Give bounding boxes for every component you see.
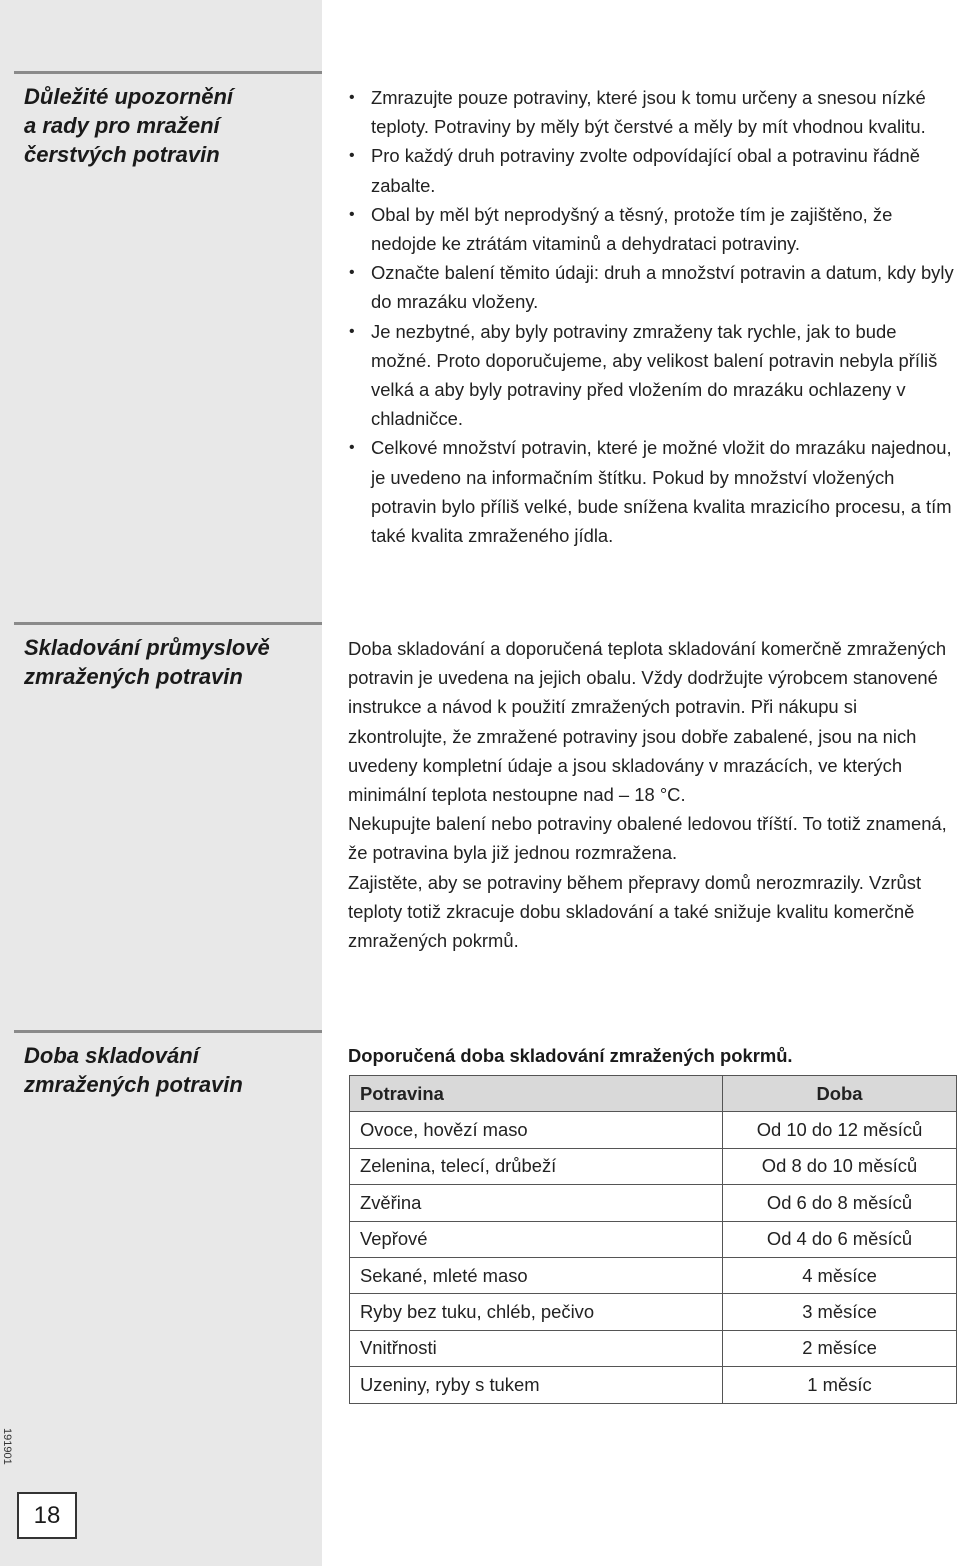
duration-cell: 3 měsíce [723, 1294, 957, 1330]
paragraph: Doba skladování a doporučená teplota skladování komerčně zmražených potravin je uvedena na jejich obalu. Vždy dodržujte výrobcem stanovené instrukce a návod k použití zmražených potravin. Při nákupu si zkontrolujte, že zmražené potraviny jsou dobře zabalené, jsou na nich uvedeny kompletní údaje a jsou skladovány v mrazácích, ve kterých minimální teplota nestoupne nad – 18 °C. [348, 638, 947, 806]
duration-cell: Od 6 do 8 měsíců [723, 1185, 957, 1221]
list-item: • Zmrazujte pouze potraviny, které jsou k tomu určeny a snesou nízké teploty. Potraviny by měly být čerstvé a měly by mít vhodnou kvalitu. [348, 83, 956, 141]
paragraph: Nekupujte balení nebo potraviny obalené ledovou tříští. To totiž znamená, že potravina byla již jednou rozmražena. [348, 813, 947, 864]
storage-time-table [349, 1075, 957, 1404]
paragraph: Zajistěte, aby se potraviny během přepravy domů nerozmrazily. Vzrůst teploty totiž zkracuje dobu skladování a také snižuje kvalitu komerčně zmražených pokrmů. [348, 871, 922, 952]
duration-cell: Od 10 do 12 měsíců [723, 1112, 957, 1148]
food-cell: Zelenina, telecí, drůbeží [350, 1148, 723, 1184]
food-cell: Ryby bez tuku, chléb, pečivo [350, 1294, 723, 1330]
food-cell: Sekané, mleté maso [350, 1257, 723, 1293]
table-row [350, 1112, 957, 1148]
food-cell: Vnitřnosti [350, 1330, 723, 1366]
column-header-food: Potravina [350, 1076, 723, 1112]
section-heading-freezing-tips [24, 82, 314, 169]
list-item: • Celkové množství potravin, které je možné vložit do mrazáku najednou, je uvedeno na informačním štítku. Pokud by množství vložených potravin bylo příliš velké, bude snížena kvalita mrazicího procesu, a tím také kvalita zmraženého jídla. [348, 433, 956, 550]
column-header-duration: Doba [723, 1076, 957, 1112]
table-row [350, 1185, 957, 1221]
food-cell: Zvěřina [350, 1185, 723, 1221]
heading-line: Důležité upozornění [24, 84, 233, 109]
section-divider [14, 622, 322, 625]
freezing-tips-list [348, 83, 956, 550]
food-cell: Ovoce, hovězí maso [350, 1112, 723, 1148]
food-cell: Vepřové [350, 1221, 723, 1257]
document-code: 191901 [1, 1428, 13, 1465]
heading-line: čerstvých potravin [24, 142, 220, 167]
heading-line: zmražených potravin [24, 1072, 243, 1097]
section-divider [14, 71, 322, 74]
section-divider [14, 1030, 322, 1033]
table-row [350, 1330, 957, 1366]
duration-cell: 2 měsíce [723, 1330, 957, 1366]
list-item: • Pro každý druh potraviny zvolte odpovídající obal a potravinu řádně zabalte. [348, 141, 956, 199]
left-sidebar-band [0, 0, 322, 1566]
industrial-storage-text [348, 634, 958, 955]
heading-line: Doba skladování [24, 1043, 199, 1068]
table-header-row [350, 1076, 957, 1112]
list-item: • Je nezbytné, aby byly potraviny zmraženy tak rychle, jak to bude možné. Proto doporučujeme, aby velikost balení potravin nebyla příliš velká a aby byly potraviny před vložením do mrazáku ochlazeny v chladničce. [348, 317, 956, 434]
list-item: • Označte balení těmito údaji: druh a množství potravin a datum, kdy byly do mrazáku vloženy. [348, 258, 956, 316]
duration-cell: Od 8 do 10 měsíců [723, 1148, 957, 1184]
list-item: • Obal by měl být neprodyšný a těsný, protože tím je zajištěno, že nedojde ke ztrátám vitaminů a dehydrataci potraviny. [348, 200, 956, 258]
duration-cell: 4 měsíce [723, 1257, 957, 1293]
section-heading-storage-time [24, 1041, 314, 1099]
heading-line: a rady pro mražení [24, 113, 220, 138]
page-number: 18 [17, 1492, 77, 1539]
table-row [350, 1294, 957, 1330]
table-row [350, 1148, 957, 1184]
duration-cell: Od 4 do 6 měsíců [723, 1221, 957, 1257]
section-heading-industrial-storage [24, 633, 314, 691]
table-title: Doporučená doba skladování zmražených pokrmů. [348, 1045, 793, 1066]
table-row [350, 1257, 957, 1293]
food-cell: Uzeniny, ryby s tukem [350, 1367, 723, 1403]
heading-line: Skladování průmyslově [24, 635, 270, 660]
heading-line: zmražených potravin [24, 664, 243, 689]
table-row [350, 1367, 957, 1403]
table-row [350, 1221, 957, 1257]
duration-cell: 1 měsíc [723, 1367, 957, 1403]
